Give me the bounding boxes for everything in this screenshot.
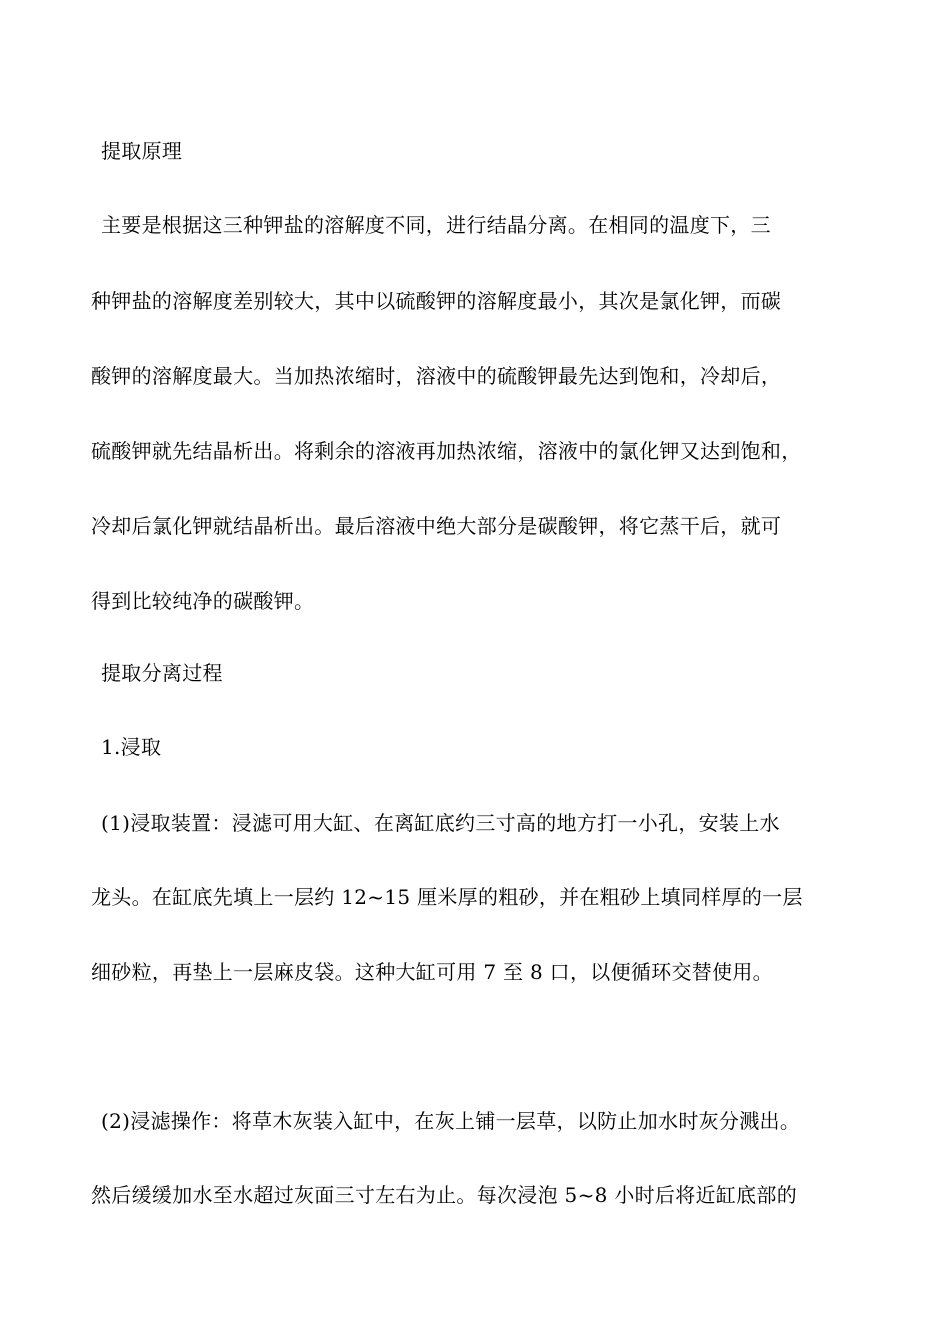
paragraph-line: 细砂粒，再垫上一层麻皮袋。这种大缸可用 7 至 8 口，以便循环交替使用。 [91,960,773,984]
paragraph-line: 硫酸钾就先结晶析出。将剩余的溶液再加热浓缩，溶液中的氯化钾又达到饱和， [91,439,802,463]
paragraph-line: (1)浸取装置：浸滤可用大缸、在离缸底约三寸高的地方打一小孔，安装上水 [101,811,780,835]
paragraph-line: 然后缓缓加水至水超过灰面三寸左右为止。每次浸泡 5~8 小时后将近缸底部的 [91,1183,798,1207]
paragraph-line: 主要是根据这三种钾盐的溶解度不同，进行结晶分离。在相同的温度下，三 [101,213,771,237]
paragraph-line: (2)浸滤操作：将草木灰装入缸中，在灰上铺一层草，以防止加水时灰分溅出。 [101,1109,801,1133]
paragraph-line: 得到比较纯净的碳酸钾。 [91,589,315,613]
paragraph-line: 冷却后氯化钾就结晶析出。最后溶液中绝大部分是碳酸钾，将它蒸干后，就可 [91,514,782,538]
paragraph-line: 种钾盐的溶解度差别较大，其中以硫酸钾的溶解度最小，其次是氯化钾，而碳 [91,289,782,313]
step-title: 1.浸取 [101,735,162,759]
paragraph-line: 酸钾的溶解度最大。当加热浓缩时，溶液中的硫酸钾最先达到饱和，冷却后， [91,364,782,388]
section-heading-principle: 提取原理 [101,139,183,163]
paragraph-line: 龙头。在缸底先填上一层约 12~15 厘米厚的粗砂，并在粗砂上填同样厚的一层 [91,885,803,909]
section-heading-process: 提取分离过程 [101,661,223,685]
